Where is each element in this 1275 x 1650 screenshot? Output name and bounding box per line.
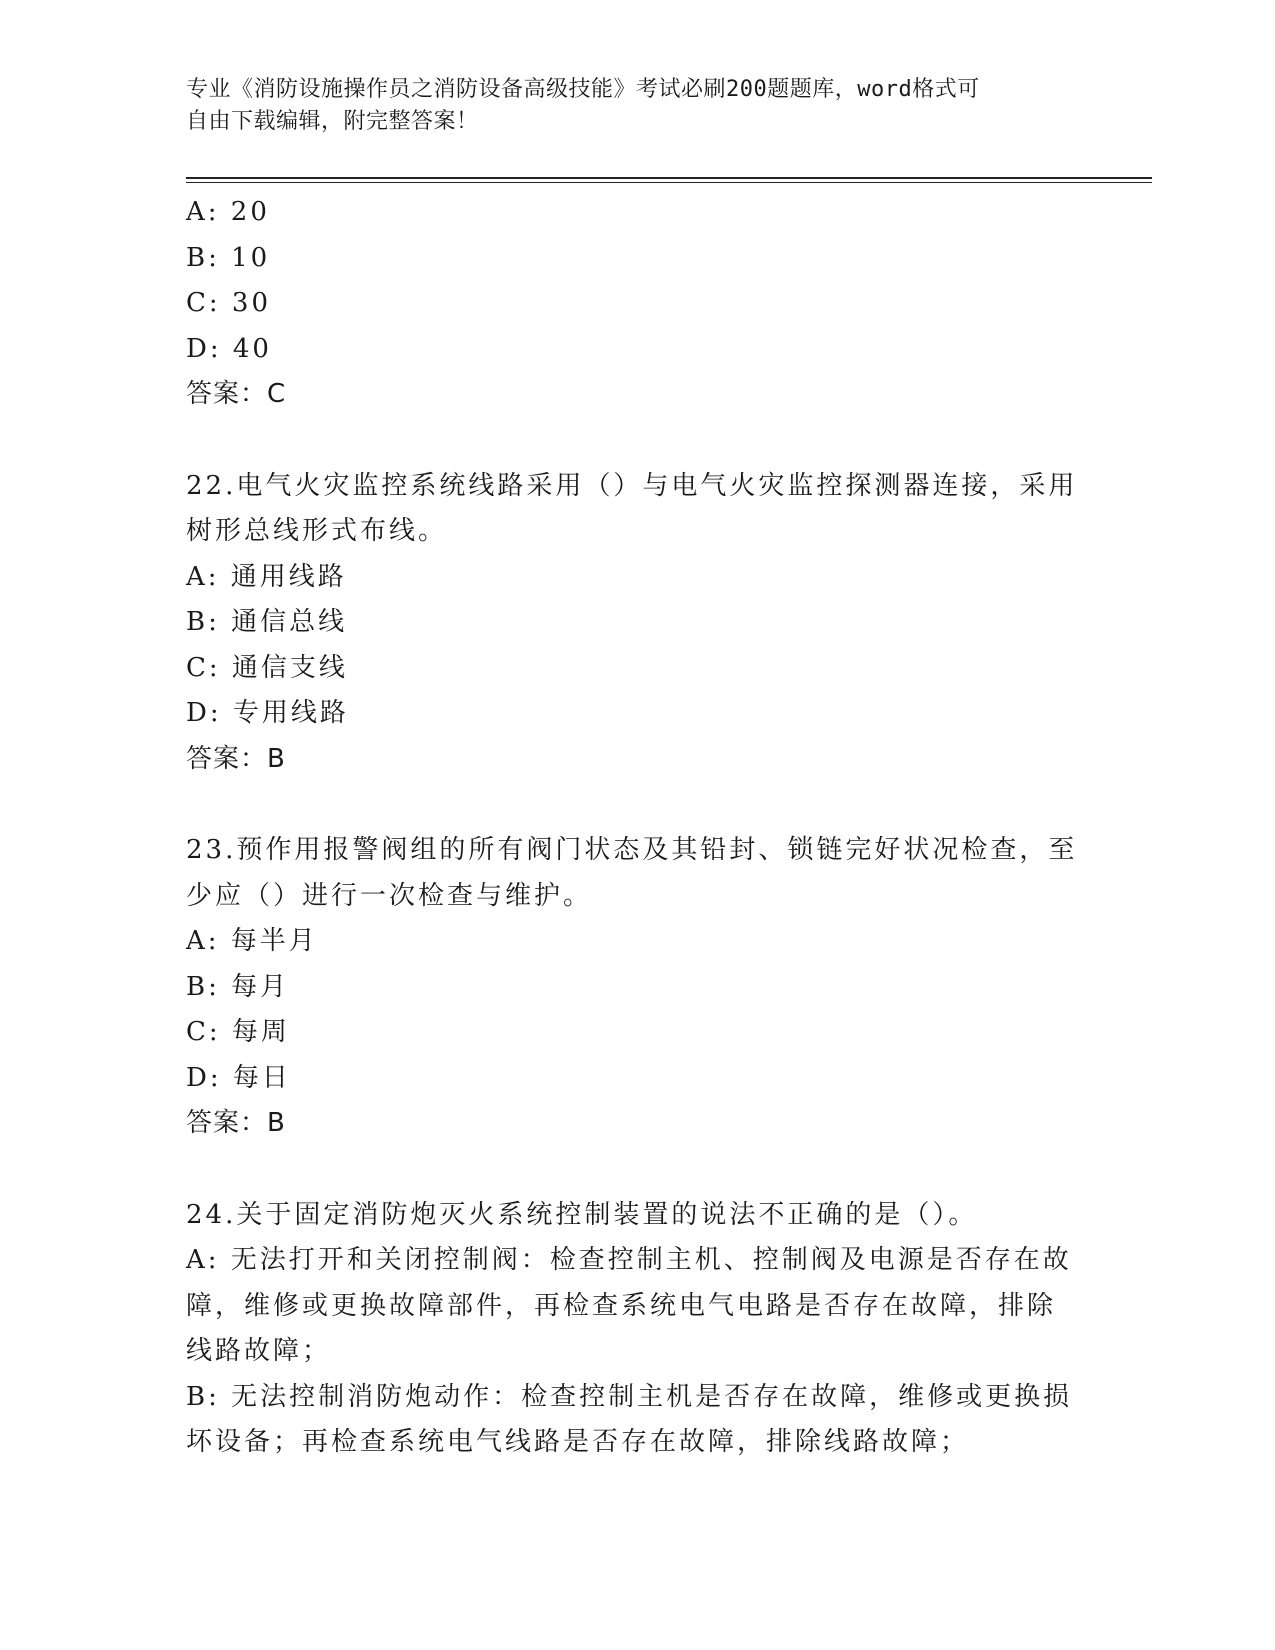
- question-stem-line: 树形总线形式布线。: [186, 516, 448, 546]
- option-a-line: 障，维修或更换故障部件，再检查系统电气电路是否存在故障，排除: [186, 1290, 1057, 1321]
- question-content: [186, 190, 1076, 1466]
- option-c: C: 通信支线: [186, 652, 348, 683]
- option-c: C: 每周: [186, 1017, 290, 1047]
- option-b-line: B: 无法控制消防炮动作：检查控制主机是否存在故障，维修或更换损: [186, 1381, 1073, 1412]
- option-b: B: 通信总线: [186, 607, 348, 637]
- option-a-line: A: 无法打开和关闭控制阀：检查控制主机、控制阀及电源是否存在故: [186, 1245, 1072, 1275]
- option-a-line: 线路故障；: [186, 1336, 332, 1366]
- answer-line: 答案：C: [186, 379, 287, 409]
- header-divider-thin: [186, 182, 1152, 183]
- question-24: [186, 1193, 1076, 1466]
- question-stem-line: 23.预作用报警阀组的所有阀门状态及其铅封、锁链完好状况检查，至: [186, 835, 1078, 865]
- question-22: [186, 464, 1076, 783]
- option-a: A: 通用线路: [186, 561, 347, 592]
- header-line-2: 自由下载编辑，附完整答案！: [186, 109, 479, 134]
- header-divider-thick: [186, 177, 1152, 179]
- option-c: C: 30: [186, 288, 272, 318]
- option-b: B: 每月: [186, 971, 290, 1002]
- option-b: B: 10: [186, 242, 271, 273]
- question-21: [186, 190, 1076, 418]
- option-a: A: 20: [186, 197, 270, 227]
- header-line-1: 专业《消防设施操作员之消防设备高级技能》考试必刷200题题库，word格式可: [186, 77, 980, 102]
- answer-line: 答案：B: [186, 743, 286, 774]
- option-d: D: 40: [186, 333, 272, 364]
- option-d: D: 专用线路: [186, 698, 349, 728]
- option-d: D: 每日: [186, 1062, 291, 1093]
- question-stem-line: 24.关于固定消防炮灭火系统控制装置的说法不正确的是（）。: [186, 1199, 978, 1230]
- answer-line: 答案：B: [186, 1108, 286, 1138]
- option-b-line: 坏设备；再检查系统电气线路是否存在故障，排除线路故障；: [186, 1427, 970, 1457]
- question-stem-line: 少应（）进行一次检查与维护。: [186, 880, 593, 911]
- document-header: [186, 74, 1066, 138]
- question-stem-line: 22.电气火灾监控系统线路采用（）与电气火灾监控探测器连接，采用: [186, 470, 1078, 501]
- question-23: [186, 828, 1076, 1147]
- option-a: A: 每半月: [186, 926, 318, 956]
